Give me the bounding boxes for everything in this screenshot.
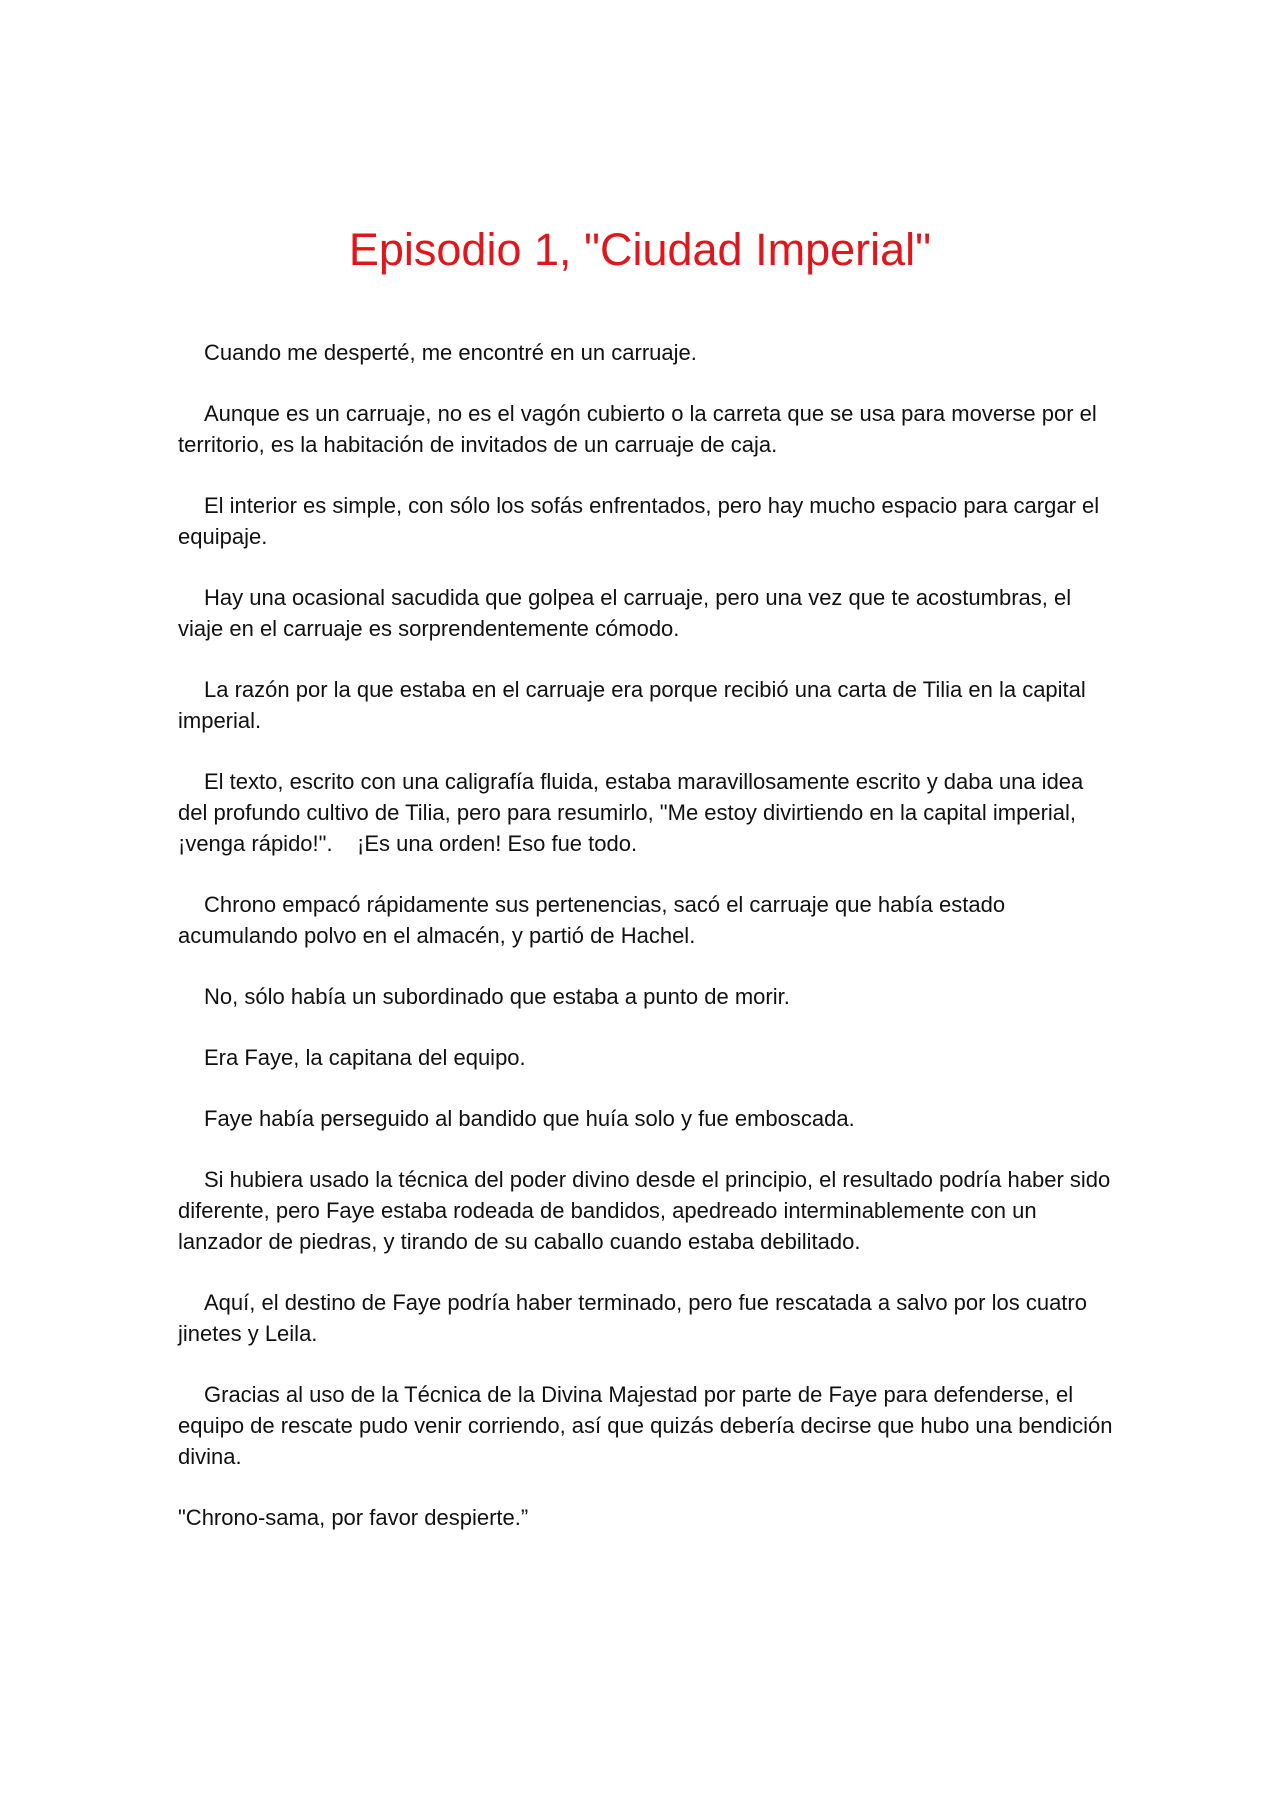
dialogue-paragraph: "Chrono-sama, por favor despierte.” bbox=[178, 1505, 529, 1530]
chapter-title: Episodio 1, "Ciudad Imperial" bbox=[348, 224, 932, 275]
document-body bbox=[178, 337, 1118, 1563]
paragraph: Aquí, el destino de Faye podría haber terminado, pero fue rescatada a salvo por los cuatro jinetes y Leila. bbox=[178, 1290, 1094, 1346]
paragraph: Era Faye, la capitana del equipo. bbox=[204, 1045, 526, 1070]
paragraph: Cuando me desperté, me encontré en un carruaje. bbox=[204, 340, 697, 365]
paragraph: Chrono empacó rápidamente sus pertenencias, sacó el carruaje que había estado acumulando polvo en el almacén, y partió de Hachel. bbox=[178, 892, 1012, 948]
paragraph: El interior es simple, con sólo los sofás enfrentados, pero hay mucho espacio para cargar el equipaje. bbox=[178, 493, 1106, 549]
paragraph: La razón por la que estaba en el carruaje era porque recibió una carta de Tilia en la capital imperial. bbox=[178, 677, 1092, 733]
paragraph: Faye había perseguido al bandido que huía solo y fue emboscada. bbox=[204, 1106, 855, 1131]
paragraph: Si hubiera usado la técnica del poder divino desde el principio, el resultado podría haber sido diferente, pero Faye estaba rodeada de bandidos, apedreado interminablemente con un lanzador de piedras, y tirando de su caballo cuando estaba debilitado. bbox=[178, 1167, 1117, 1254]
paragraph: Hay una ocasional sacudida que golpea el carruaje, pero una vez que te acostumbras, el viaje en el carruaje es sorprendentemente cómodo. bbox=[178, 585, 1078, 641]
paragraph: No, sólo había un subordinado que estaba a punto de morir. bbox=[204, 984, 790, 1009]
paragraph: El texto, escrito con una caligrafía fluida, estaba maravillosamente escrito y daba una idea del profundo cultivo de Tilia, pero para resumirlo, "Me estoy divirtiendo en la capital imperial, ¡venga rápido!". ¡Es una orden! Eso fue todo. bbox=[178, 769, 1090, 856]
paragraph: Aunque es un carruaje, no es el vagón cubierto o la carreta que se usa para moverse por el territorio, es la habitación de invitados de un carruaje de caja. bbox=[178, 401, 1103, 457]
paragraph: Gracias al uso de la Técnica de la Divina Majestad por parte de Faye para defenderse, el equipo de rescate pudo venir corriendo, así que quizás debería decirse que hubo una bendición divina. bbox=[178, 1382, 1119, 1469]
